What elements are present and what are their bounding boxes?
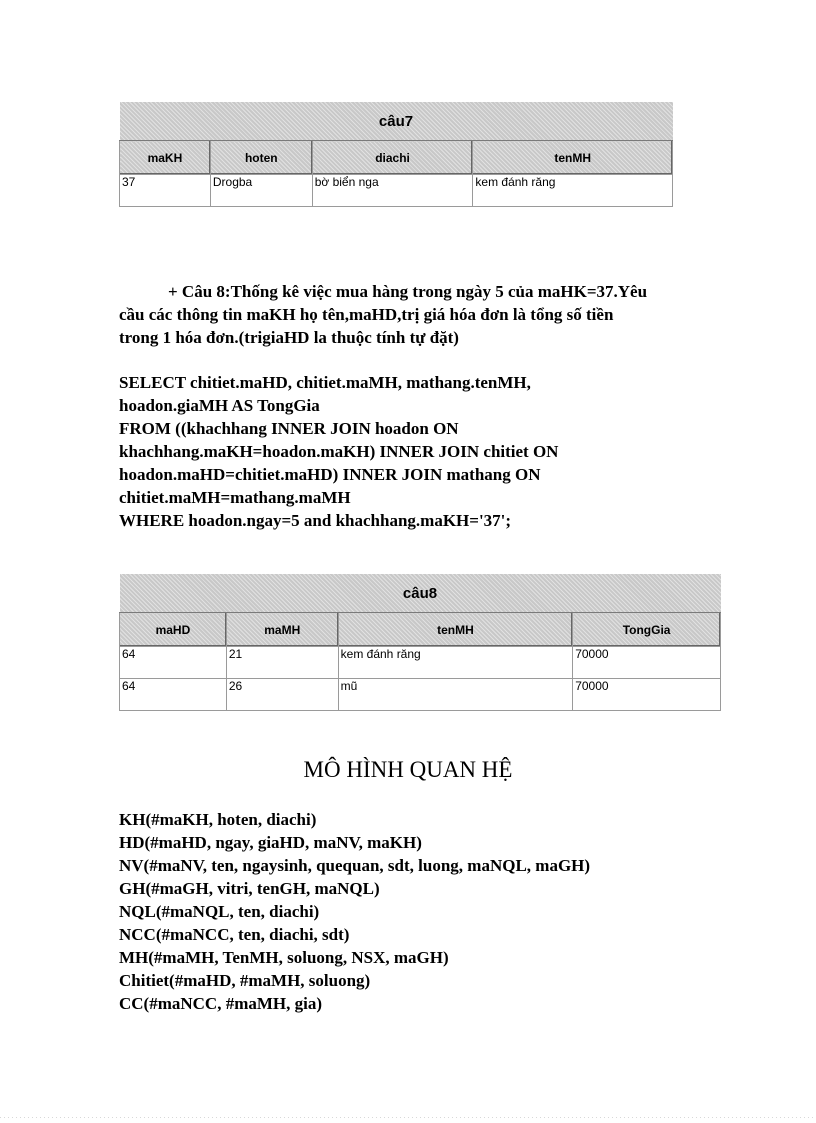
relation-line: NQL(#maNQL, ten, diachi) [119, 902, 320, 921]
table-cau8 [119, 574, 721, 711]
relation-line: HD(#maHD, ngay, giaHD, maNV, maKH) [119, 833, 422, 852]
question-line: + Câu 8:Thống kê việc mua hàng trong ngày 5 của maHK=37.Yêu [168, 282, 648, 301]
column-header: maMH [226, 613, 338, 647]
sql-line: WHERE hoadon.ngay=5 and khachhang.maKH='37'; [119, 511, 512, 530]
column-header: hoten [210, 141, 312, 175]
table-cell: 64 [120, 679, 227, 711]
table-cell: kem đánh răng [338, 647, 573, 679]
table-cell: kem đánh răng [473, 175, 673, 207]
relational-model-list [119, 808, 590, 1015]
page-bottom-divider [0, 1117, 816, 1118]
relation-line: Chitiet(#maHD, #maMH, soluong) [119, 971, 371, 990]
column-header: maKH [120, 141, 211, 175]
table-caption: câu8 [120, 574, 721, 613]
column-header: tenMH [338, 613, 573, 647]
relation-line: MH(#maMH, TenMH, soluong, NSX, maGH) [119, 948, 449, 967]
table-row [120, 679, 721, 711]
relation-line: CC(#maNCC, #maMH, gia) [119, 994, 323, 1013]
table-cell: Drogba [210, 175, 312, 207]
sql-line: hoadon.maHD=chitiet.maHD) INNER JOIN mathang ON [119, 465, 541, 484]
sql-line: khachhang.maKH=hoadon.maKH) INNER JOIN chitiet ON [119, 442, 559, 461]
column-header: diachi [312, 141, 473, 175]
table-cell: 26 [226, 679, 338, 711]
relation-line: KH(#maKH, hoten, diachi) [119, 810, 317, 829]
table-cau7 [119, 102, 673, 207]
table-caption: câu7 [120, 102, 673, 141]
sql-line: hoadon.giaMH AS TongGia [119, 396, 320, 415]
column-header: TongGia [573, 613, 721, 647]
sql-line: FROM ((khachhang INNER JOIN hoadon ON [119, 419, 459, 438]
table-row [120, 647, 721, 679]
sql-line: chitiet.maMH=mathang.maMH [119, 488, 351, 507]
question-8 [119, 280, 647, 349]
section-title: MÔ HÌNH QUAN HỆ [303, 757, 513, 782]
table-cell: 21 [226, 647, 338, 679]
table-cell: 70000 [573, 679, 721, 711]
column-header: tenMH [473, 141, 673, 175]
question-line: cầu các thông tin maKH họ tên,maHD,trị giá hóa đơn là tổng số tiền [119, 305, 614, 324]
table-cell: bờ biển nga [312, 175, 473, 207]
relation-line: NV(#maNV, ten, ngaysinh, quequan, sdt, luong, maNQL, maGH) [119, 856, 591, 875]
table-cell: mũ [338, 679, 573, 711]
column-header: maHD [120, 613, 227, 647]
table-row [120, 175, 673, 207]
table-cell: 64 [120, 647, 227, 679]
question-line: trong 1 hóa đơn.(trigiaHD la thuộc tính tự đặt) [119, 328, 459, 347]
relation-line: NCC(#maNCC, ten, diachi, sdt) [119, 925, 350, 944]
table-cell: 70000 [573, 647, 721, 679]
sql-query [119, 371, 558, 532]
sql-line: SELECT chitiet.maHD, chitiet.maMH, mathang.tenMH, [119, 373, 531, 392]
relation-line: GH(#maGH, vitri, tenGH, maNQL) [119, 879, 380, 898]
table-cell: 37 [120, 175, 211, 207]
